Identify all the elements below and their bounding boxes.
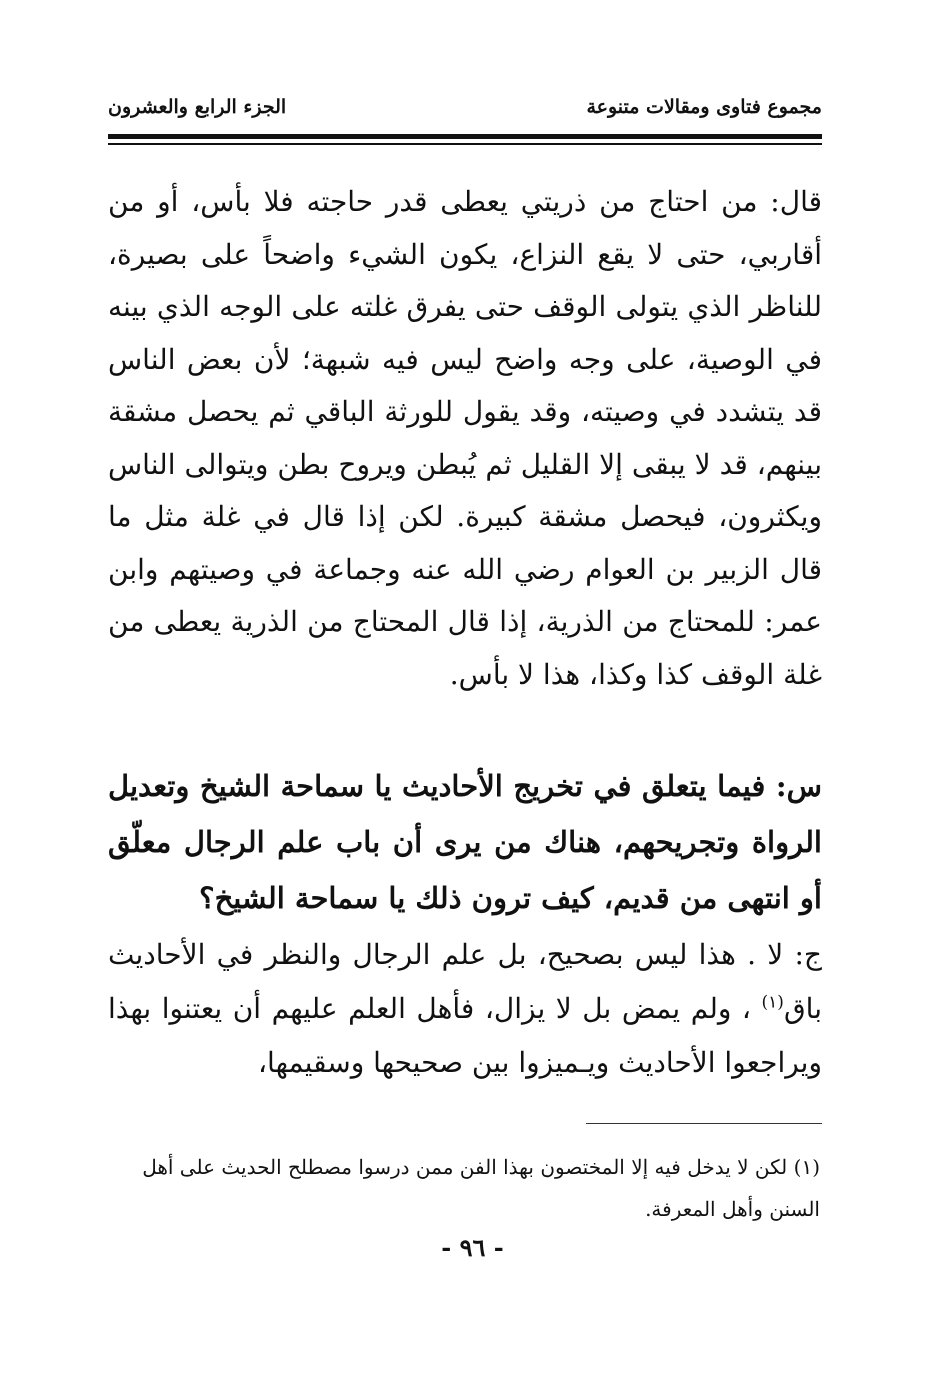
volume-title: الجزء الرابع والعشرون bbox=[108, 96, 287, 118]
series-title: مجموع فتاوى ومقالات متنوعة bbox=[586, 96, 822, 118]
answer-paragraph bbox=[108, 928, 822, 1090]
answer-text-start: ج: لا . هذا ليس بصحيح، بل علم الرجال والنظر في الأحاديث باق bbox=[108, 938, 822, 1025]
answer-text-end: ، ولم يمض بل لا يزال، فأهل العلم عليهم أن يعتنوا بهذا ويراجعوا الأحاديث ويـميزوا بين صحيحها وسقيمها، bbox=[108, 992, 822, 1079]
footnote-marker: (١) bbox=[793, 1155, 820, 1179]
footnote-reference: (١) bbox=[761, 992, 784, 1013]
question-paragraph: س: فيما يتعلق في تخريج الأحاديث يا سماحة الشيخ وتعديل الرواة وتجريحهم، هناك من يرى أن باب علم الرجال معلّق أو انتهى من قديم، كيف ترون ذلك يا سماحة الشيخ؟ bbox=[108, 769, 822, 915]
footnote bbox=[120, 1146, 820, 1230]
header-rule-thick bbox=[108, 134, 822, 139]
running-header bbox=[108, 88, 822, 128]
footnote-separator bbox=[586, 1123, 822, 1124]
body-paragraph: قال: من احتاج من ذريتي يعطى قدر حاجته فلا بأس، أو من أقاربي، حتى لا يقع النزاع، يكون الشيء واضحاً على بصيرة، للناظر الذي يتولى الوقف حتى يفرق غلته على الوجه الذي بينه في الوصية، على وجه واضح ليس فيه شبهة؛ لأن بعض الناس قد يتشدد في وصيته، وقد يقول للورثة الباقي ثم يحصل مشقة بينهم، قد لا يبقى إلا القليل ثم يُبطن ويروح بطن ويتوالى الناس ويكثرون، فيحصل مشقة كبيرة. لكن إذا قال في غلة مثل ما قال الزبير بن العوام رضي الله عنه وجماعة في وصيتهم وابن عمر: للمحتاج من الذرية، إذا قال المحتاج من الذرية يعطى من غلة الوقف كذا وكذا، هذا لا بأس. bbox=[108, 185, 822, 691]
header-rule-thin bbox=[108, 143, 822, 145]
page-number: - ٩٦ - bbox=[441, 1233, 504, 1262]
footnote-text: لكن لا يدخل فيه إلا المختصون بهذا الفن ممن درسوا مصطلح الحديث على أهل السنن وأهل المعرفة. bbox=[142, 1155, 820, 1221]
